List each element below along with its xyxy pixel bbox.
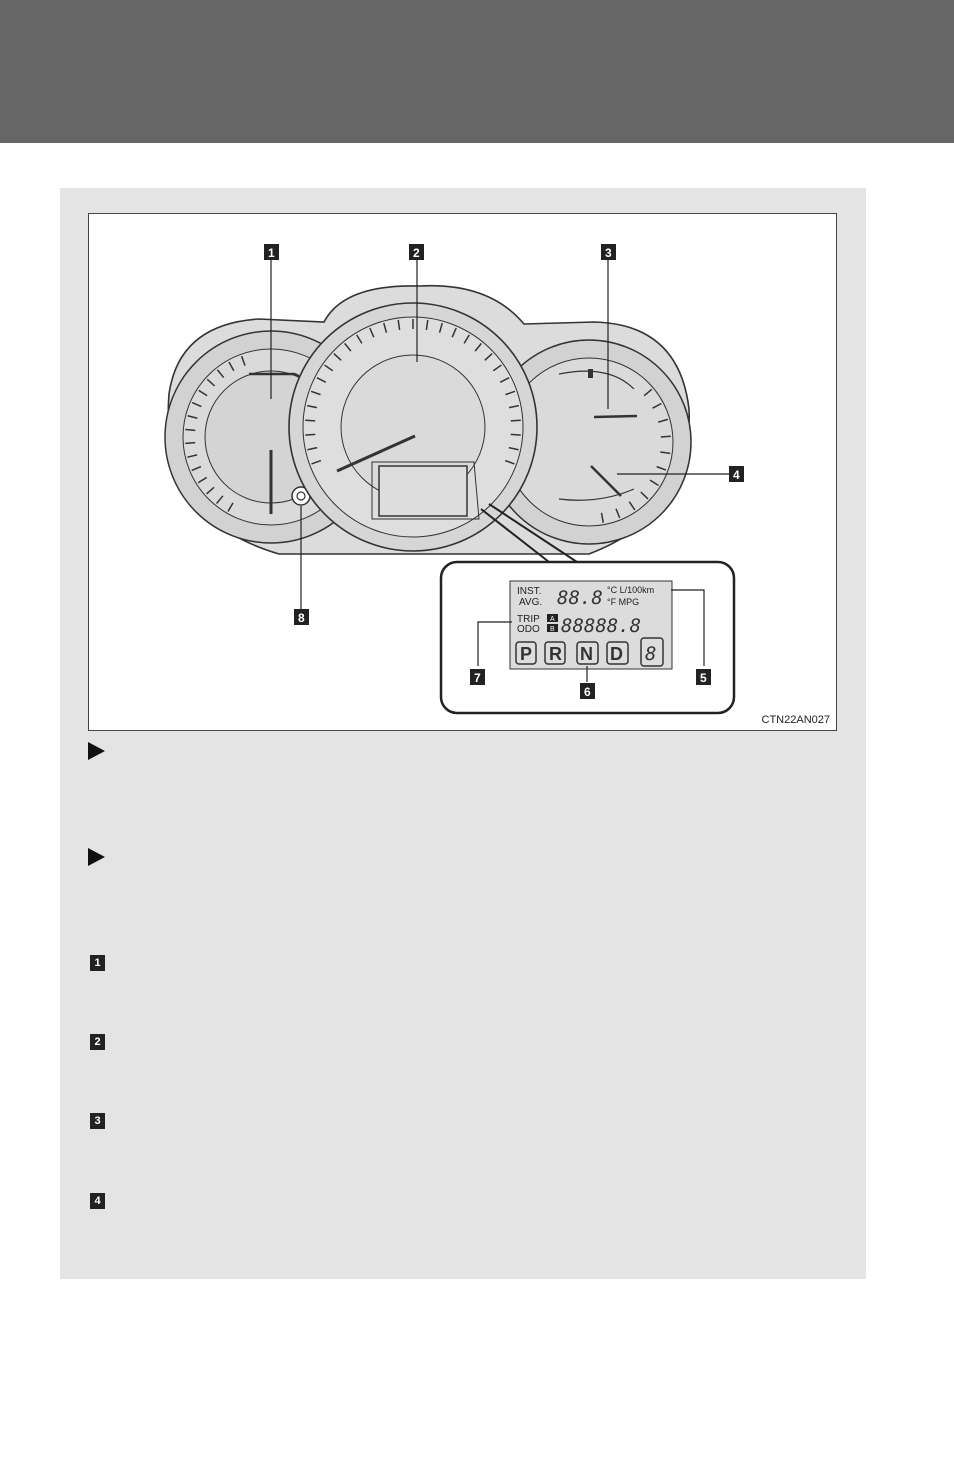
arrow-bullet-icon bbox=[88, 742, 105, 760]
units-top: °C L/100km bbox=[607, 585, 655, 595]
multi-information-display bbox=[379, 466, 467, 516]
callout-5: 5 bbox=[700, 671, 707, 685]
arrow-bullet-icon bbox=[88, 848, 105, 866]
callout-2: 2 bbox=[413, 246, 420, 260]
trip-a-label: A bbox=[550, 616, 555, 623]
trip-label: TRIP bbox=[517, 614, 540, 625]
gear-digit: 8 bbox=[645, 643, 657, 665]
gauge-tick bbox=[511, 420, 521, 421]
header-band bbox=[0, 0, 954, 143]
list-marker-3: 3 bbox=[90, 1113, 105, 1129]
gauge-tick bbox=[305, 420, 315, 421]
trip-b-label: B bbox=[550, 626, 555, 633]
callout-8: 8 bbox=[298, 611, 305, 625]
instrument-cluster-illustration bbox=[89, 214, 838, 732]
callout-1: 1 bbox=[268, 246, 275, 260]
inst-label: INST. bbox=[517, 586, 542, 597]
figure-code: CTN22AN027 bbox=[761, 714, 830, 726]
gauge-tick bbox=[185, 443, 195, 444]
odo-label: ODO bbox=[517, 624, 540, 635]
units-bottom: °F MPG bbox=[607, 597, 640, 607]
gear-d-label: D bbox=[610, 644, 623, 664]
list-marker-1: 1 bbox=[90, 955, 105, 971]
gauge-tick bbox=[305, 434, 315, 435]
list-marker-4: 4 bbox=[90, 1193, 105, 1209]
large-digits: 88888.8 bbox=[561, 615, 642, 637]
list-marker-2: 2 bbox=[90, 1034, 105, 1050]
avg-label: AVG. bbox=[519, 597, 543, 608]
gauge-tick bbox=[185, 430, 195, 431]
small-digits: 88.8 bbox=[557, 587, 603, 609]
gauge-tick bbox=[511, 434, 521, 435]
gear-r-label: R bbox=[549, 644, 562, 664]
instrument-cluster-figure bbox=[88, 213, 837, 731]
callout-6: 6 bbox=[584, 685, 591, 699]
callout-3: 3 bbox=[605, 246, 612, 260]
callout-4: 4 bbox=[733, 468, 740, 482]
gear-n-label: N bbox=[580, 644, 593, 664]
gauge-tick bbox=[661, 436, 671, 437]
gear-p-label: P bbox=[520, 644, 533, 664]
callout-7: 7 bbox=[474, 671, 481, 685]
